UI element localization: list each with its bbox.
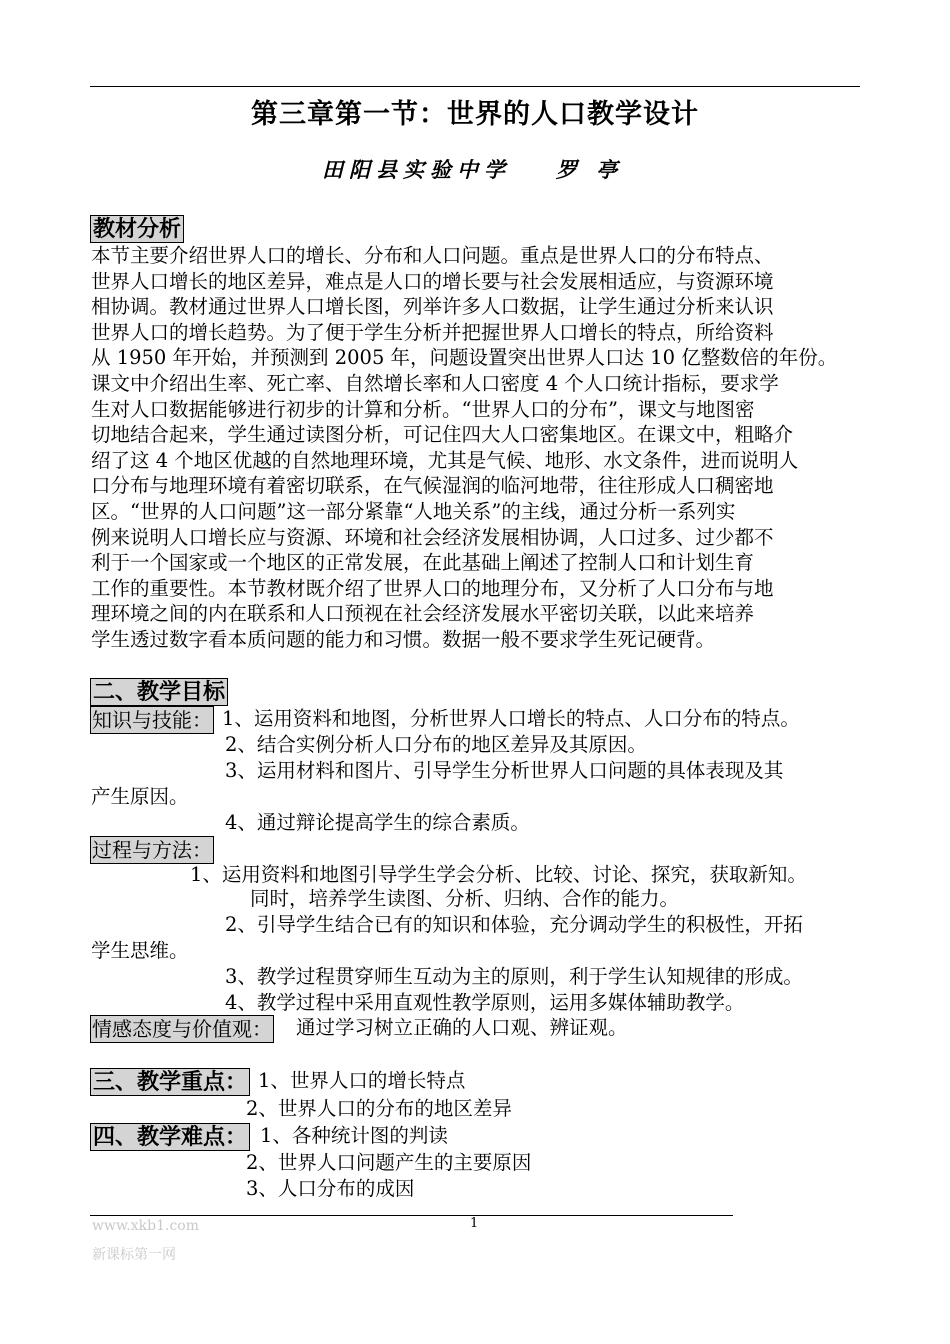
material-line: 切地结合起来，学生通过读图分析，可记住四大人口密集地区。在课文中，粗略介 (91, 423, 794, 447)
page-title: 第三章第一节：世界的人口教学设计 (251, 99, 699, 130)
school-name: 田阳县实验中学 (322, 157, 511, 182)
section-heading-key-points: 三、教学重点： (90, 1068, 250, 1096)
process-item-2: 2、引导学生结合已有的知识和体验，充分调动学生的积极性，开拓 (225, 913, 803, 936)
process-item-4: 4、教学过程中采用直观性教学原则，运用多媒体辅助教学。 (225, 991, 745, 1014)
author-name: 罗 亭 (556, 157, 624, 182)
top-rule (90, 86, 860, 87)
process-item-3: 3、教学过程贯穿师生互动为主的原则，利于学生认知规律的形成。 (225, 965, 803, 988)
material-line: 世界人口增长的地区差异，难点是人口的增长要与社会发展相适应，与资源环境 (91, 269, 774, 293)
knowledge-item-4: 4、通过辩论提高学生的综合素质。 (225, 811, 530, 834)
emotion-text: 通过学习树立正确的人口观、辨证观。 (296, 1016, 628, 1039)
material-line: 从 1950 年开始，并预测到 2005 年，问题设置突出世界人口达 10 亿整数倍的年份。 (91, 346, 838, 370)
watermark-name: 新课标第一网 (92, 1247, 176, 1263)
material-line: 利于一个国家或一个地区的正常发展，在此基础上阐述了控制人口和计划生育 (91, 551, 755, 575)
footer-rule (90, 1215, 733, 1216)
material-line: 相协调。教材通过世界人口增长图，列举许多人口数据，让学生通过分析来认识 (91, 295, 774, 319)
material-line: 绍了这 4 个地区优越的自然地理环境，尤其是气候、地形、水文条件，进而说明人 (91, 448, 799, 472)
material-analysis-paragraph (91, 243, 881, 653)
knowledge-item-1: 1、运用资料和地图，分析世界人口增长的特点、人口分布的特点。 (222, 707, 800, 730)
material-line: 区。“世界的人口问题”这一部分紧靠“人地关系”的主线，通过分析一系列实 (91, 499, 736, 523)
knowledge-item-2: 2、结合实例分析人口分布的地区差异及其原因。 (225, 733, 647, 756)
label-process-methods: 过程与方法： (92, 838, 212, 862)
process-item-1: 1、运用资料和地图引导学生学会分析、比较、讨论、探究，获取新知。 (190, 863, 807, 886)
material-line: 世界人口的增长趋势。为了便于学生分析并把握世界人口增长的特点，所给资料 (91, 320, 774, 344)
key-point-1: 1、世界人口的增长特点 (258, 1069, 466, 1092)
difficulty-1: 1、各种统计图的判读 (260, 1124, 448, 1147)
label-knowledge-skills: 知识与技能： (92, 708, 212, 732)
material-line: 学生透过数字看本质问题的能力和习惯。数据一般不要求学生死记硬背。 (91, 627, 716, 651)
material-line: 工作的重要性。本节教材既介绍了世界人口的地理分布，又分析了人口分布与地 (91, 576, 774, 600)
section-heading-objectives: 二、教学目标 (90, 678, 228, 706)
material-line: 理环境之间的内在联系和人口预视在社会经济发展水平密切关联，以此来培养 (91, 602, 755, 626)
material-line: 例来说明人口增长应与资源、环境和社会经济发展相协调，人口过多、过少都不 (91, 525, 774, 549)
section-heading-material: 教材分析 (90, 215, 184, 243)
section-heading-difficulties: 四、教学难点： (90, 1123, 250, 1151)
difficulty-3: 3、人口分布的成因 (246, 1177, 415, 1200)
process-item-2-cont: 学生思维。 (91, 939, 189, 962)
material-line: 生对人口数据能够进行初步的计算和分析。“世界人口的分布”，课文与地图密 (91, 397, 755, 421)
key-point-2: 2、世界人口的分布的地区差异 (246, 1097, 512, 1120)
material-line: 课文中介绍出生率、死亡率、自然增长率和人口密度 4 个人口统计指标，要求学 (91, 371, 779, 395)
knowledge-item-3: 3、运用材料和图片、引导学生分析世界人口问题的具体表现及其 (225, 759, 784, 782)
process-item-1-cont: 同时，培养学生读图、分析、归纳、合作的能力。 (250, 887, 680, 910)
label-emotion-values: 情感态度与价值观： (92, 1017, 272, 1041)
watermark-url: www.xkb1.com (92, 1218, 199, 1234)
knowledge-item-3-cont: 产生原因。 (91, 785, 189, 808)
material-line: 口分布与地理环境有着密切联系，在气候湿润的临河地带，往往形成人口稠密地 (91, 474, 774, 498)
difficulty-2: 2、世界人口问题产生的主要原因 (246, 1151, 532, 1174)
material-line: 本节主要介绍世界人口的增长、分布和人口问题。重点是世界人口的分布特点、 (91, 244, 774, 267)
page-number: 1 (470, 1216, 479, 1231)
